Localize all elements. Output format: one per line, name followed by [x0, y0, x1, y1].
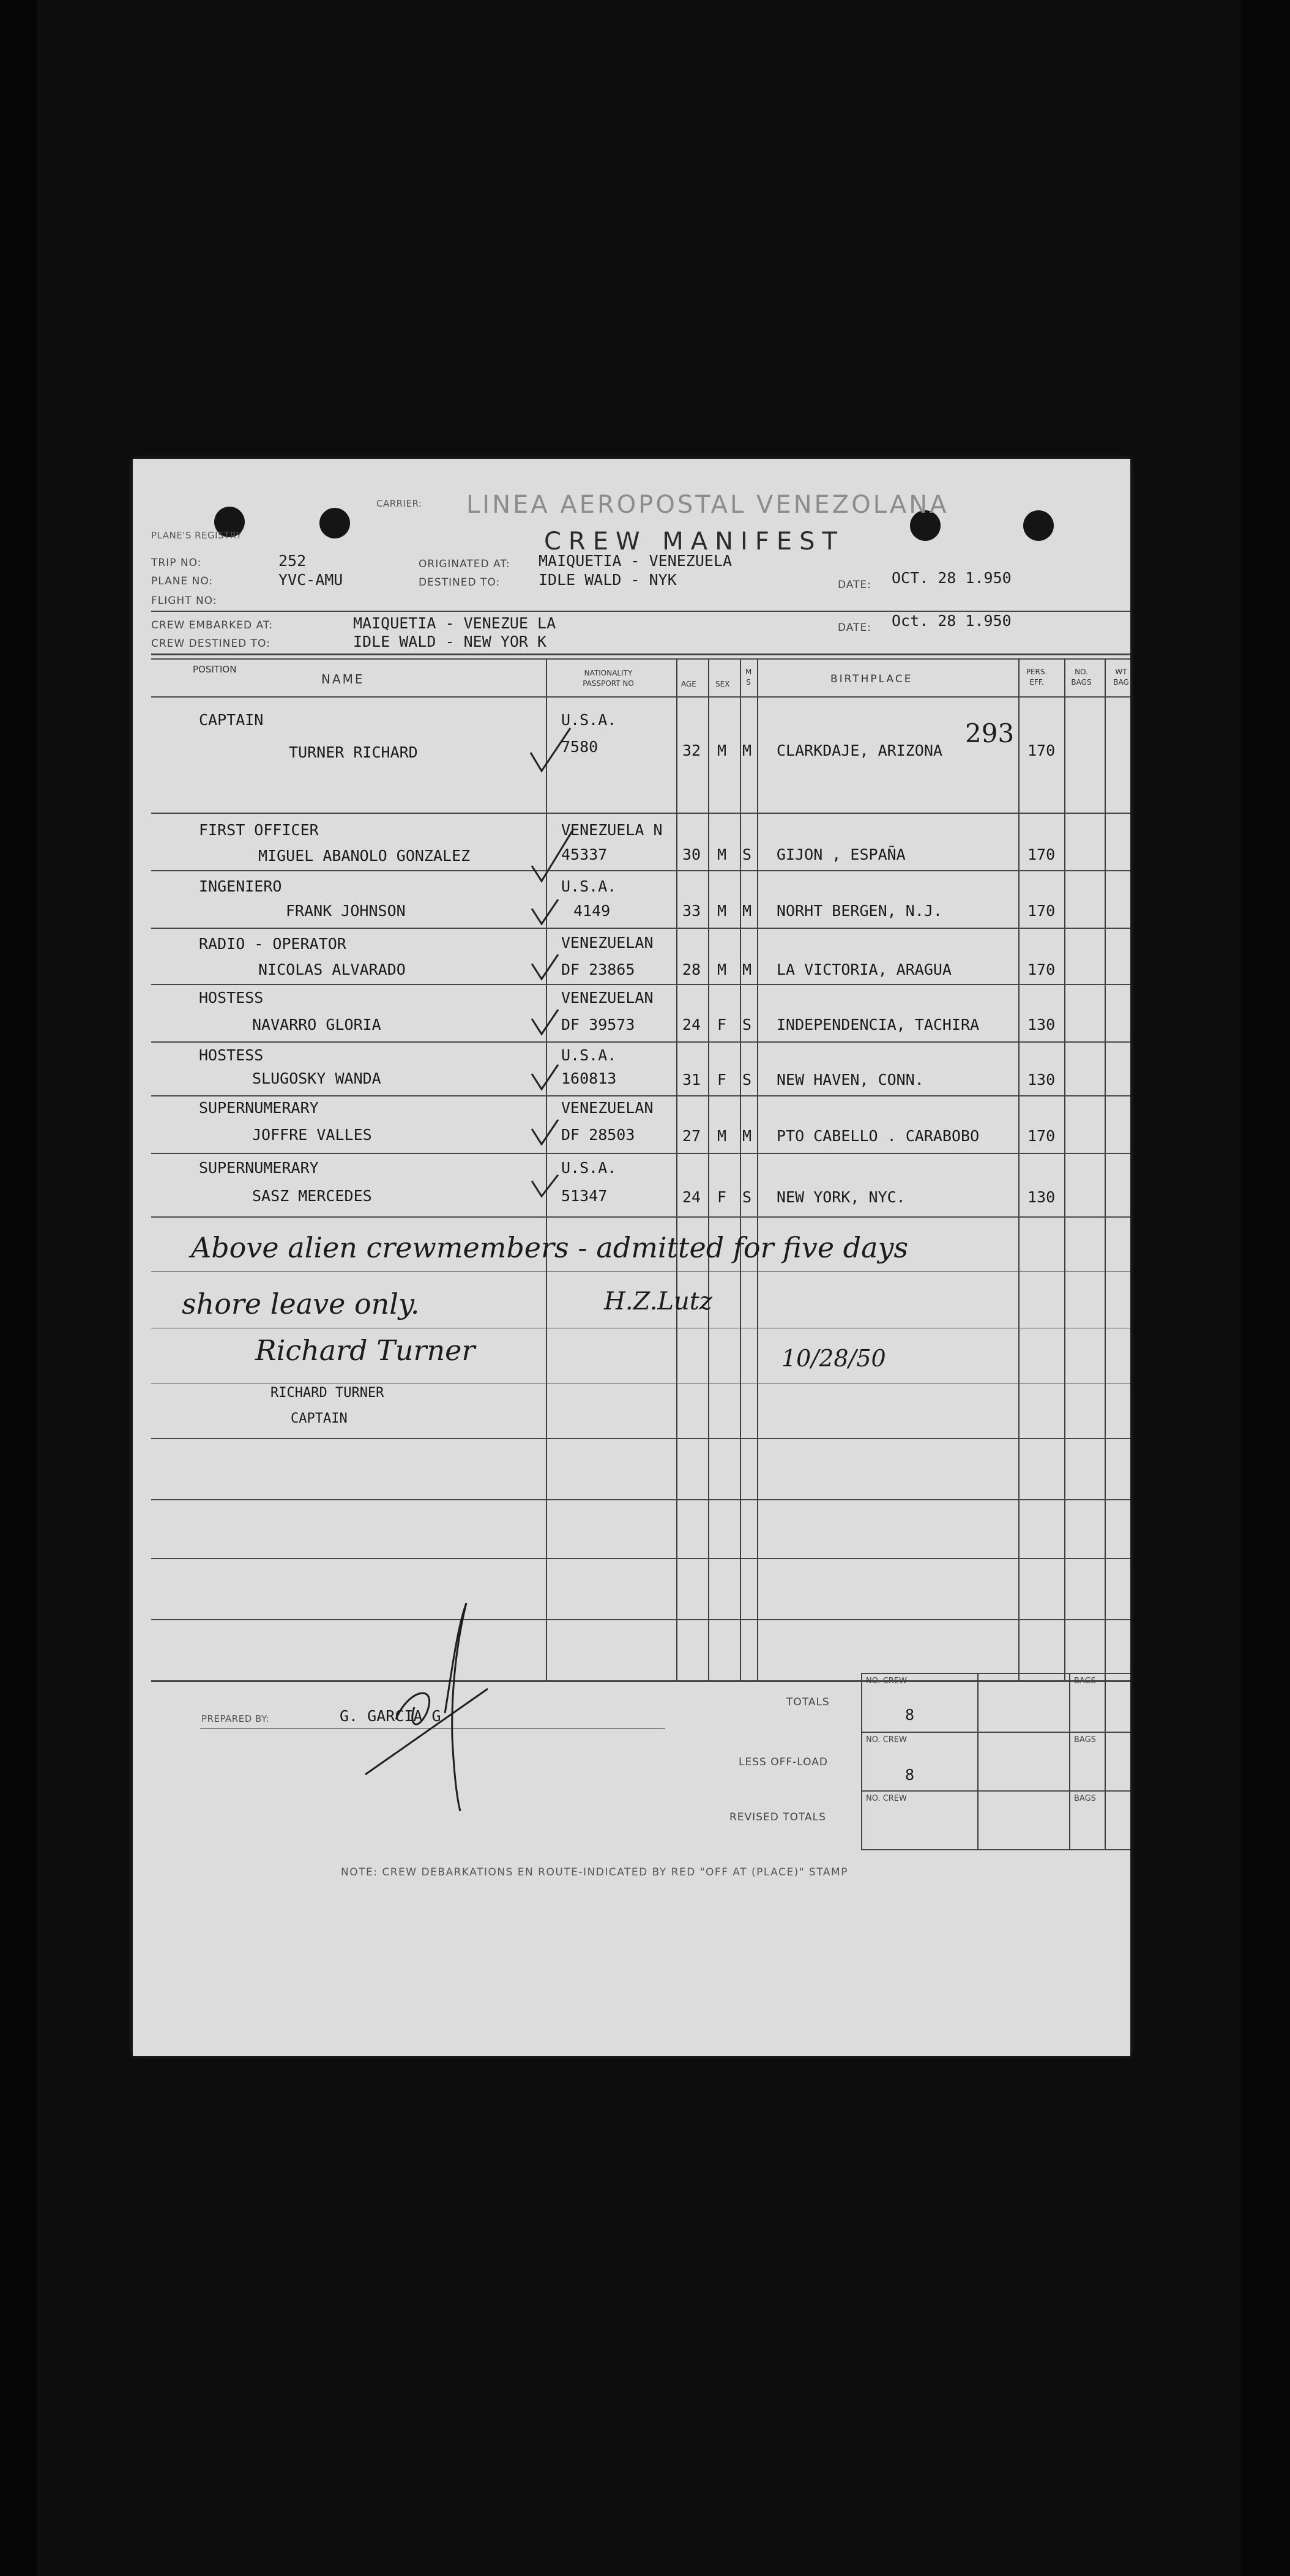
crew-position: SUPERNUMERARY [199, 1159, 319, 1177]
row-rule [151, 1216, 1130, 1218]
col-wt-bag: WT BAG [1113, 668, 1129, 687]
crew-name: JOFFRE VALLES [252, 1126, 372, 1144]
trip-number: 252 [278, 552, 307, 570]
crew-name: NICOLAS ALVARADO [258, 961, 406, 978]
crew-nationality: VENEZUELAN [561, 1099, 654, 1117]
table-top-rule [151, 653, 1130, 655]
col-divider [676, 658, 677, 1681]
check-mark [532, 1010, 558, 1034]
handwritten-initials: H.Z.Lutz [604, 1287, 712, 1316]
crew-name: TURNER RICHARD [289, 743, 418, 761]
row-rule [151, 984, 1130, 985]
crew-sex: M [717, 961, 727, 978]
crew-nationality: U.S.A. [561, 877, 617, 895]
check-mark [532, 899, 558, 924]
trip-label: TRIP NO: [151, 557, 202, 569]
registry-label: PLANE'S REGISTRY [151, 530, 242, 541]
crew-birthplace: GIJON , ESPAÑA [777, 846, 906, 863]
row-rule [151, 870, 1130, 871]
crew-pers-eff: 170 [1027, 1127, 1056, 1145]
col-ms: M S [745, 668, 752, 687]
bags-label: BAGS [1074, 1794, 1096, 1803]
revised-totals-label: REVISED TOTALS [729, 1811, 826, 1823]
crew-age: 33 [682, 902, 701, 920]
crew-marital: S [742, 1071, 752, 1089]
crew-position: HOSTESS [199, 989, 264, 1007]
col-divider [708, 658, 709, 1681]
crew-position: RADIO - OPERATOR [199, 935, 346, 953]
crew-marital: S [742, 1016, 752, 1033]
form-title: CREW MANIFEST [544, 527, 844, 556]
captain-printed-name: RICHARD TURNER [270, 1385, 384, 1401]
bags-label: BAGS [1074, 1735, 1096, 1744]
row-rule [151, 813, 1130, 814]
box-rule [861, 1732, 1130, 1733]
crew-age: 24 [682, 1016, 701, 1033]
box-divider [977, 1673, 979, 1849]
destined-label: DESTINED TO: [419, 576, 501, 589]
col-divider [1064, 658, 1065, 1681]
prepared-by-value: G. GARCIA G [340, 1707, 441, 1725]
crew-pers-eff: 170 [1027, 846, 1056, 863]
crew-name: SASZ MERCEDES [252, 1187, 372, 1205]
captain-title: CAPTAIN [291, 1411, 348, 1426]
col-divider [740, 658, 741, 1681]
crew-age: 28 [682, 961, 701, 978]
check-mark [532, 955, 558, 979]
crew-name: MIGUEL ABANOLO GONZALEZ [258, 847, 471, 865]
crew-passport: 45337 [561, 846, 608, 863]
date2-label: DATE: [838, 622, 871, 634]
col-divider [1105, 658, 1106, 1681]
crew-passport: 160813 [561, 1070, 617, 1087]
row-rule [151, 1095, 1130, 1096]
check-mark [531, 728, 570, 771]
totals-label: TOTALS [786, 1696, 830, 1708]
offload-crew-value: 8 [905, 1766, 915, 1784]
crew-birthplace: NORHT BERGEN, N.J. [777, 902, 942, 920]
crew-pers-eff: 130 [1027, 1071, 1056, 1089]
crew-pers-eff: 130 [1027, 1016, 1056, 1033]
check-mark [532, 1120, 558, 1144]
crew-passport: 51347 [561, 1187, 608, 1205]
crew-passport: DF 28503 [561, 1126, 635, 1144]
crew-birthplace: NEW YORK, NYC. [777, 1188, 906, 1206]
crew-marital: M [742, 902, 752, 920]
originated-value: MAIQUETIA - VENEZUELA [539, 552, 733, 570]
col-birthplace: BIRTHPLACE [830, 673, 913, 685]
no-crew-label: NO. CREW [866, 1677, 907, 1686]
row-rule [151, 1499, 1130, 1500]
col-age: AGE [681, 680, 696, 688]
crew-age: 24 [682, 1188, 701, 1206]
preparer-signature [353, 1591, 494, 1823]
prepared-by-label: PREPARED BY: [201, 1713, 270, 1724]
film-border-right [1241, 0, 1290, 2576]
crew-age: 32 [682, 742, 701, 759]
date-label: DATE: [838, 579, 871, 591]
destined-value: IDLE WALD - NYK [539, 571, 677, 589]
punch-hole [319, 508, 350, 538]
flight-label: FLIGHT NO: [151, 595, 217, 607]
row-rule [151, 928, 1130, 929]
crew-passport: 7580 [561, 738, 598, 756]
crew-marital: S [742, 1188, 752, 1206]
col-divider [1018, 658, 1020, 1681]
crew-pers-eff: 170 [1027, 742, 1056, 759]
row-rule [151, 1438, 1130, 1439]
col-position: POSITION [193, 664, 237, 675]
crew-birthplace: LA VICTORIA, ARAGUA [777, 961, 952, 978]
crew-birthplace: CLARKDAJE, ARIZONA [777, 742, 942, 759]
crew-nationality: U.S.A. [561, 1046, 617, 1064]
crew-position: HOSTESS [199, 1046, 264, 1064]
row-rule [151, 1271, 1130, 1272]
crew-birthplace: NEW HAVEN, CONN. [777, 1071, 924, 1089]
crew-position: SUPERNUMERARY [199, 1099, 319, 1117]
crew-pers-eff: 130 [1027, 1188, 1056, 1206]
stamp-number: 293 [965, 718, 1015, 748]
row-rule [151, 1041, 1130, 1043]
crew-sex: F [717, 1188, 727, 1206]
header-bottom-rule [151, 696, 1130, 698]
crew-position: INGENIERO [199, 877, 282, 895]
bags-label: BAGS [1074, 1677, 1096, 1686]
crew-age: 31 [682, 1071, 701, 1089]
crew-pers-eff: 170 [1027, 902, 1056, 920]
no-crew-label: NO. CREW [866, 1735, 907, 1744]
carrier-label: CARRIER: [376, 498, 422, 509]
box-divider [1105, 1673, 1106, 1849]
plane-label: PLANE NO: [151, 575, 214, 587]
crew-nationality: U.S.A. [561, 711, 617, 729]
crew-nationality: VENEZUELAN [561, 934, 654, 951]
crew-pers-eff: 170 [1027, 961, 1056, 978]
film-border-left [0, 0, 37, 2576]
crew-birthplace: PTO CABELLO . CARABOBO [777, 1127, 980, 1145]
crew-marital: M [742, 742, 752, 759]
crew-manifest-document [133, 459, 1130, 2056]
table-top-rule-2 [151, 658, 1130, 660]
originated-label: ORIGINATED AT: [419, 558, 510, 570]
col-divider [757, 658, 758, 1681]
crew-passport: DF 23865 [561, 961, 635, 978]
check-mark [532, 1175, 558, 1196]
embarked-value: MAIQUETIA - VENEZUE LA [353, 614, 556, 632]
date2-value: Oct. 28 1.950 [892, 612, 1012, 630]
box-rule [861, 1790, 1130, 1792]
handwritten-admission-note: Above alien crewmembers - admitted for five days [191, 1231, 909, 1264]
crew-position: CAPTAIN [199, 711, 264, 729]
crew-position: FIRST OFFICER [199, 821, 319, 839]
crew-destined-value: IDLE WALD - NEW YOR K [353, 633, 547, 650]
less-offload-label: LESS OFF-LOAD [739, 1756, 828, 1768]
crew-nationality: VENEZUELAN [561, 989, 654, 1007]
handwritten-date: 10/28/50 [781, 1345, 886, 1372]
plane-number: YVC-AMU [278, 571, 343, 589]
col-pers-eff: PERS. EFF. [1026, 668, 1048, 687]
crew-name: NAVARRO GLORIA [252, 1016, 381, 1033]
punch-hole [1023, 510, 1054, 541]
crew-marital: M [742, 961, 752, 978]
crew-name: FRANK JOHNSON [286, 902, 406, 920]
col-nationality: NATIONALITY PASSPORT NO [583, 669, 634, 688]
crew-sex: F [717, 1016, 727, 1033]
crew-birthplace: INDEPENDENCIA, TACHIRA [777, 1016, 980, 1033]
crew-name: SLUGOSKY WANDA [252, 1070, 381, 1087]
crew-passport: 4149 [573, 902, 611, 920]
row-rule [151, 1619, 1130, 1620]
crew-age: 30 [682, 846, 701, 863]
date-value: OCT. 28 1.950 [892, 569, 1012, 587]
no-crew-label: NO. CREW [866, 1794, 907, 1803]
row-rule [151, 1153, 1130, 1154]
col-name: NAME [321, 672, 365, 687]
row-rule [151, 1558, 1130, 1559]
crew-sex: M [717, 902, 727, 920]
captain-signature: Richard Turner [255, 1334, 475, 1367]
check-mark [532, 1065, 558, 1089]
carrier-name: LINEA AEROPOSTAL VENEZOLANA [466, 491, 949, 519]
crew-marital: S [742, 846, 752, 863]
total-crew-value: 8 [905, 1706, 915, 1724]
check-mark [532, 829, 573, 881]
crew-sex: F [717, 1071, 727, 1089]
crew-nationality: U.S.A. [561, 1159, 617, 1177]
crew-destined-label: CREW DESTINED TO: [151, 638, 270, 650]
crew-sex: M [717, 1127, 727, 1145]
crew-sex: M [717, 846, 727, 863]
col-no-bags: NO. BAGS [1071, 668, 1092, 687]
footer-note: NOTE: CREW DEBARKATIONS EN ROUTE-INDICATED BY RED "OFF AT (PLACE)" STAMP [341, 1866, 848, 1878]
col-sex: SEX [715, 680, 730, 688]
embarked-label: CREW EMBARKED AT: [151, 619, 274, 631]
handwritten-shore-leave: shore leave only. [182, 1287, 420, 1320]
crew-marital: M [742, 1127, 752, 1145]
crew-age: 27 [682, 1127, 701, 1145]
box-divider [1069, 1673, 1070, 1849]
crew-sex: M [717, 742, 727, 759]
totals-box [861, 1673, 1130, 1850]
crew-nationality: VENEZUELA N [561, 821, 663, 839]
crew-passport: DF 39573 [561, 1016, 635, 1033]
check-marks [524, 704, 586, 1224]
